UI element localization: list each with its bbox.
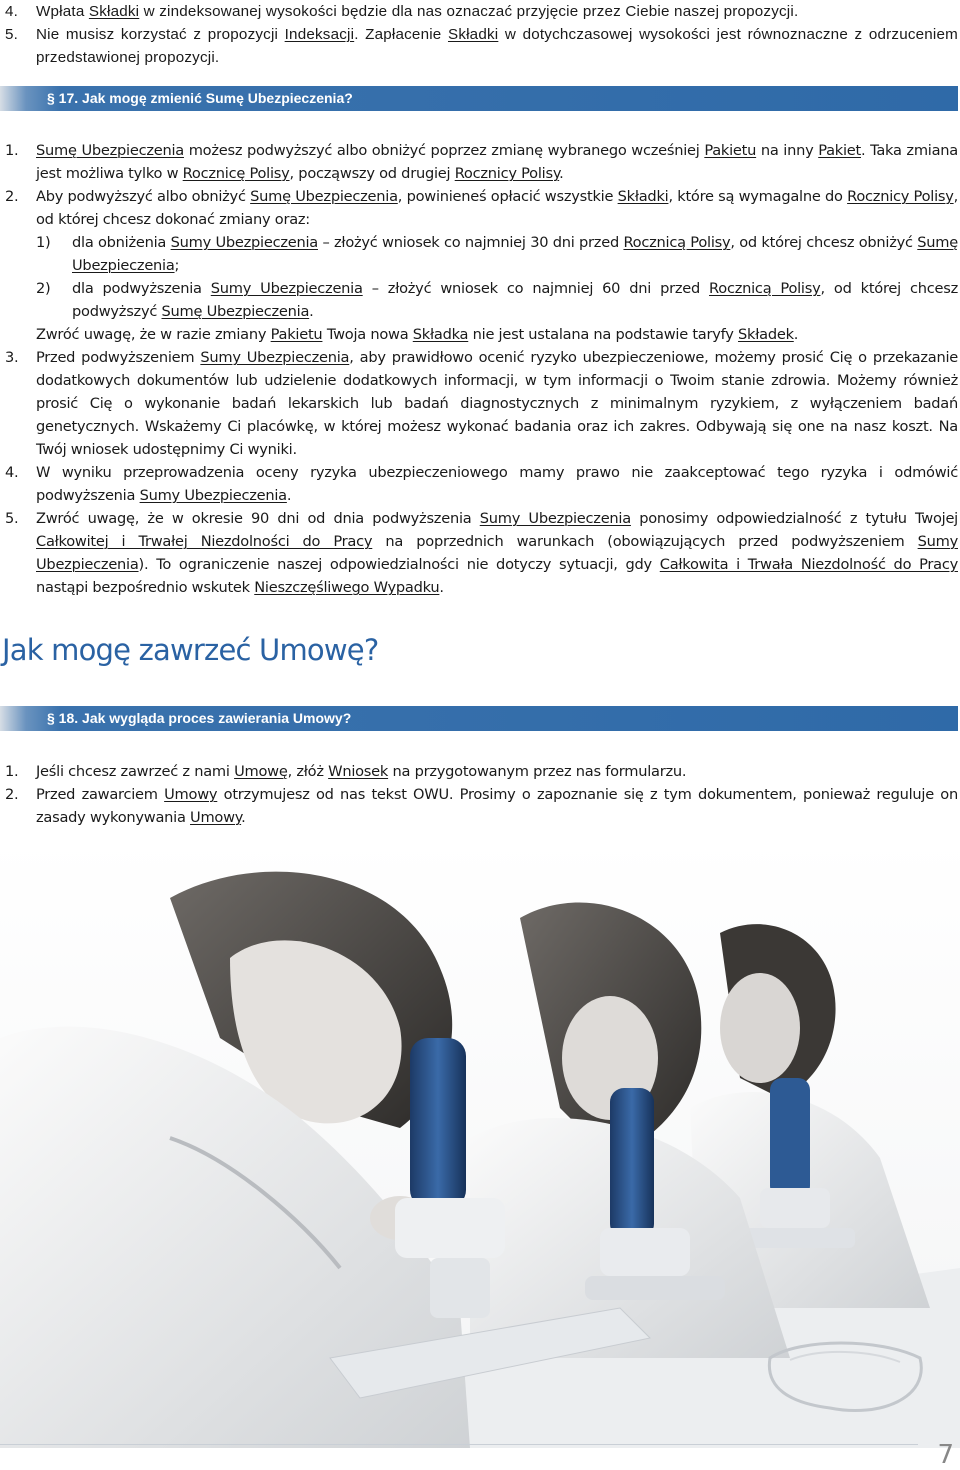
section-18-header — [0, 706, 958, 731]
top-list-item-4: 4. Wpłata Składki w zindeksowanej wysokości będzie dla nas oznaczać przyjęcie przez Ciebie naszej propozycji. — [0, 0, 958, 23]
subitem-2: 2) dla podwyższenia Sumy Ubezpieczenia – złożyć wniosek co najmniej 60 dni przed Rocznicą Polisy, od której chcesz podwyższyć Sumę Ubezpieczenia. — [36, 277, 958, 323]
link-sume-ubezpieczenia[interactable]: Sumę Ubezpieczenia — [36, 142, 184, 159]
link-sume-ubezpieczenia[interactable]: Sumę Ubezpieczenia — [250, 188, 398, 205]
footer-rule — [0, 1444, 918, 1445]
link-sume-ubezpieczenia[interactable]: Sumę Ubezpieczenia — [161, 303, 310, 320]
link-umowe[interactable]: Umowę — [234, 763, 288, 780]
section-17-paragraph-3: 3. Przed podwyższeniem Sumy Ubezpieczenia, aby prawidłowo ocenić ryzyko ubezpieczeniowe, możemy prosić Cię o przekazanie dodatkowych dokumentów lub udzielenie dodatkowych informacji, w tym informacji o Twoim stanie zdrowia. Możemy również prosić Cię o wykonanie badań lekarskich lub badań diagnostycznych z minimalnym ryzykiem, z wyłączeniem badań genetycznych. Wskażemy Ci placówkę, w której możesz wykonać badania oraz ich zakres. Odbywają się one na nasz koszt. Na Twój wniosek udostępnimy Ci wyniki. — [0, 346, 958, 461]
paragraph-2-note: Zwróć uwagę, że w razie zmiany Pakietu Twoja nowa Składka nie jest ustalana na podstawie taryfy Składek. — [36, 326, 799, 343]
link-umowy[interactable]: Umowy — [164, 786, 218, 803]
section-17-paragraph-1: 1. Sumę Ubezpieczenia możesz podwyższyć albo obniżyć poprzez zmianę wybranego wcześniej Pakietu na inny Pakiet. Taka zmiana jest możliwa tylko w Rocznicę Polisy, począwszy od drugiej Rocznicy Polisy. — [0, 139, 958, 185]
link-rocznice-polisy[interactable]: Rocznicę Polisy — [182, 165, 290, 182]
link-pakiet[interactable]: Pakiet — [818, 142, 861, 159]
top-list-item-5: 5. Nie musisz korzystać z propozycji Indeksacji. Zapłacenie Składki w dotychczasowej wysokości jest równoznaczne z odrzuceniem przedstawionej propozycji. — [0, 23, 958, 69]
list-number: 4. — [5, 464, 19, 481]
students-microscopes-photo — [0, 838, 960, 1448]
link-skladek[interactable]: Składek — [738, 326, 794, 343]
link-sumy-ubezpieczenia[interactable]: Sumy Ubezpieczenia — [139, 487, 287, 504]
section-17-paragraph-4: 4. W wyniku przeprowadzenia oceny ryzyka ubezpieczeniowego mamy prawo nie zaakceptować tego ryzyka i odmówić podwyższenia Sumy Ubezpieczenia. — [0, 461, 958, 507]
link-skladka[interactable]: Składka — [412, 326, 469, 343]
section-18-paragraph-1: 1. Jeśli chcesz zawrzeć z nami Umowę, złóż Wniosek na przygotowanym przez nas formularzu. — [0, 760, 958, 783]
link-sumy-ubezpieczenia[interactable]: Sumy Ubezpieczenia — [36, 533, 958, 573]
link-umowy[interactable]: Umowy — [190, 809, 242, 826]
link-nieszczesliwego-wypadku[interactable]: Nieszczęśliwego Wypadku — [254, 579, 440, 596]
sublist-number: 2) — [36, 280, 51, 297]
link-skladki[interactable]: Składki — [447, 26, 499, 43]
link-calkowita-niezdolnosc[interactable]: Całkowita i Trwała Niezdolność do Pracy — [659, 556, 958, 573]
list-number: 2. — [5, 786, 19, 803]
chapter-title: Jak mogę zawrzeć Umowę? — [2, 633, 379, 667]
link-rocznicy-polisy[interactable]: Rocznicy Polisy — [454, 165, 560, 182]
link-indeksacji[interactable]: Indeksacji — [284, 26, 355, 43]
link-pakietu[interactable]: Pakietu — [270, 326, 323, 343]
section-17-paragraph-5: 5. Zwróć uwagę, że w okresie 90 dni od dnia podwyższenia Sumy Ubezpieczenia ponosimy odpowiedzialność z tytułu Twojej Całkowitej i Trwałej Niezdolności do Pracy na poprzednich warunkach (obowiązujących przed podwyższeniem Sumy Ubezpieczenia). To ograniczenie naszej odpowiedzialności nie dotyczy sytuacji, gdy Całkowita i Trwała Niezdolność do Pracy nastąpi bezpośrednio wskutek Nieszczęśliwego Wypadku. — [0, 507, 958, 599]
list-number: 2. — [5, 188, 19, 205]
link-rocznicy-polisy[interactable]: Rocznicy Polisy — [847, 188, 954, 205]
subitem-1: 1) dla obniżenia Sumy Ubezpieczenia – złożyć wniosek co najmniej 30 dni przed Rocznicą Polisy, od której chcesz obniżyć Sumę Ubezpieczenia; — [36, 231, 958, 277]
link-sumy-ubezpieczenia[interactable]: Sumy Ubezpieczenia — [200, 349, 350, 366]
section-17-title: § 17. Jak mogę zmienić Sumę Ubezpieczenia? — [47, 90, 353, 106]
list-number: 1. — [5, 142, 19, 159]
link-rocznica-polisy[interactable]: Rocznicą Polisy — [623, 234, 731, 251]
link-rocznica-polisy[interactable]: Rocznicą Polisy — [709, 280, 821, 297]
link-calkowitej-niezdolnosci[interactable]: Całkowitej i Trwałej Niezdolności do Pracy — [36, 533, 373, 550]
link-pakietu[interactable]: Pakietu — [704, 142, 757, 159]
page-number: 7 — [937, 1440, 954, 1470]
list-number: 1. — [5, 763, 19, 780]
link-wniosek[interactable]: Wniosek — [328, 763, 389, 780]
microscope-eyepiece — [410, 1038, 466, 1208]
paragraph-2-intro: Aby podwyższyć albo obniżyć Sumę Ubezpieczenia, powinieneś opłacić wszystkie Składki, które są wymagalne do Rocznicy Polisy, od której chcesz dokonać zmiany oraz: — [36, 188, 959, 228]
link-skladki[interactable]: Składki — [617, 188, 669, 205]
link-sumy-ubezpieczenia[interactable]: Sumy Ubezpieczenia — [170, 234, 318, 251]
list-number: 4. — [5, 3, 19, 20]
list-number: 5. — [5, 510, 19, 527]
list-number: 5. — [5, 26, 19, 43]
sublist-number: 1) — [36, 234, 51, 251]
link-skladki[interactable]: Składki — [88, 3, 140, 20]
list-number: 3. — [5, 349, 19, 366]
link-sume-ubezpieczenia[interactable]: Sumę Ubezpieczenia — [72, 234, 958, 274]
section-18-title: § 18. Jak wygląda proces zawierania Umowy? — [47, 710, 352, 726]
section-17-header — [0, 86, 958, 111]
section-18-paragraph-2: 2. Przed zawarciem Umowy otrzymujesz od nas tekst OWU. Prosimy o zapoznanie się z tym dokumentem, ponieważ reguluje on zasady wykonywania Umowy. — [0, 783, 958, 829]
link-sumy-ubezpieczenia[interactable]: Sumy Ubezpieczenia — [210, 280, 363, 297]
section-17-paragraph-2 — [0, 185, 958, 346]
link-sumy-ubezpieczenia[interactable]: Sumy Ubezpieczenia — [479, 510, 631, 527]
